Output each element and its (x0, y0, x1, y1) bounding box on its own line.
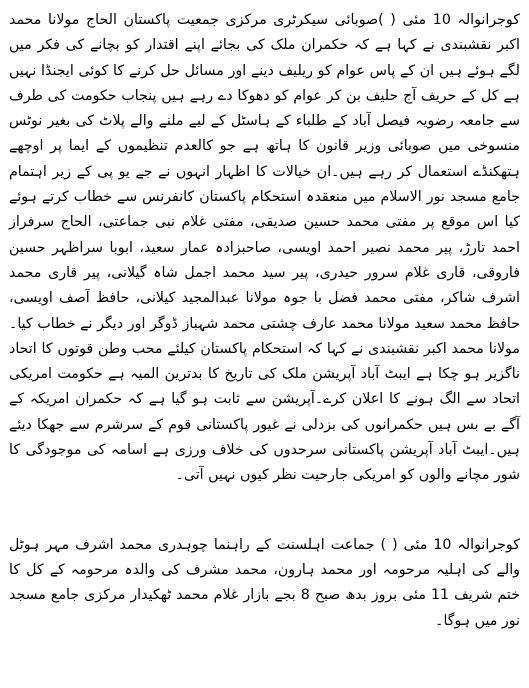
article-1-body: کوجرانوالہ 10 مئی ( )صوبائی سیکرٹری مرکزی جمعیت پاکستان الحاج مولانا محمد اکبر نقشبندی نے کہا ہے کہ حکمران ملک کی بجائے اپنے اقتدار کو بچانے کی فکر میں لگے ہوئے ہیں ان کے پاس عوام کو ریلیف دینے اور مسائل حل کرنے کا کوئی ایجنڈا نہیں ہے کل کے حریف آج حلیف بن کر عوام کو دھوکا دے رہے ہیں پنجاب حکومت کی طرف سے جامعہ رضویہ فیصل آباد کے طلباء کے ہاسٹل کے لیے ملنے والے پلاٹ کی بغیر نوٹس منسوخی میں صوبائی وزیر قانون کا ہاتھ ہے جو کالعدم تنظیموں کے ایما پر اوچھے ہتھکنڈے استعمال کر رہے ہیں۔ان خیالات کا اظہار انہوں نے جے یو پی کے زیر اہتمام جامع مسجد نور الاسلام میں منعقدہ استحکام پاکستان کانفرنس سے خطاب کرتے ہوئے کیا اس موقع پر مفتی محمد حسین صدیقی، مفتی غلام نبی جماعتی، الحاج سرفراز احمد تارڑ، پیر محمد نصیر احمد اویسی، صاحبزادہ عمار سعید، ابوبا سراظہر حسین فاروقی، قاری غلام سرور حیدری، پیر سید محمد اجمل شاہ گیلانی، پیر قاری محمد اشرف شاکر، مفتی محمد فضل با جوہ مولانا عبدالمجید کیلانی، حافظ آصف اویسی، حافظ محمد سعید مولانا محمد عارف چشتی محمد شہباز ڈوگر اور دیگر نے خطاب کیا۔مولانا محمد اکبر نقشبندی نے کہا کہ استحکام پاکستان کیلئے محب وطن قوتوں کا اتحاد ناگزیر ہو چکا ہے ایبٹ آباد آپریشن ملک کی تاریخ کا بدترین المیہ ہے حکومت امریکی اتحاد سے الگ ہونے کا اعلان کرے۔آپریشن سے ثابت ہو گیا ہے کہ حکمران امریکہ کے آگے بے بس ہیں حکمرانوں کی بزدلی نے غیور پاکستانی قوم کے سرشرم سے جھکا دیئے ہیں۔ایبٹ آباد آپریشن پاکستانی سرحدوں کی خلاف ورزی ہے اسامہ کی موجودگی کا شور مچانے والوں کو امریکی جارحیت نظر کیوں نہیں آتی۔ (9, 12, 520, 484)
article-2-body: کوجرانوالہ 10 مئی ( ) جماعت اہلسنت کے راہنما چوہدری محمد اشرف مہر ہوٹل والے کی اہلیہ مرحومہ اور محمد ہارون، محمد مشرف کی والدہ مرحومہ کے کل کا ختم شریف 11 مئی بروز بدھ صبح 8 بجے بازار غلام محمد ٹھکیدار مرکزی جامع مسجد نور میں ہوگا۔ (9, 536, 520, 629)
news-article-1 (9, 8, 520, 489)
article-separator-space (9, 489, 520, 533)
news-article-2 (9, 533, 520, 634)
